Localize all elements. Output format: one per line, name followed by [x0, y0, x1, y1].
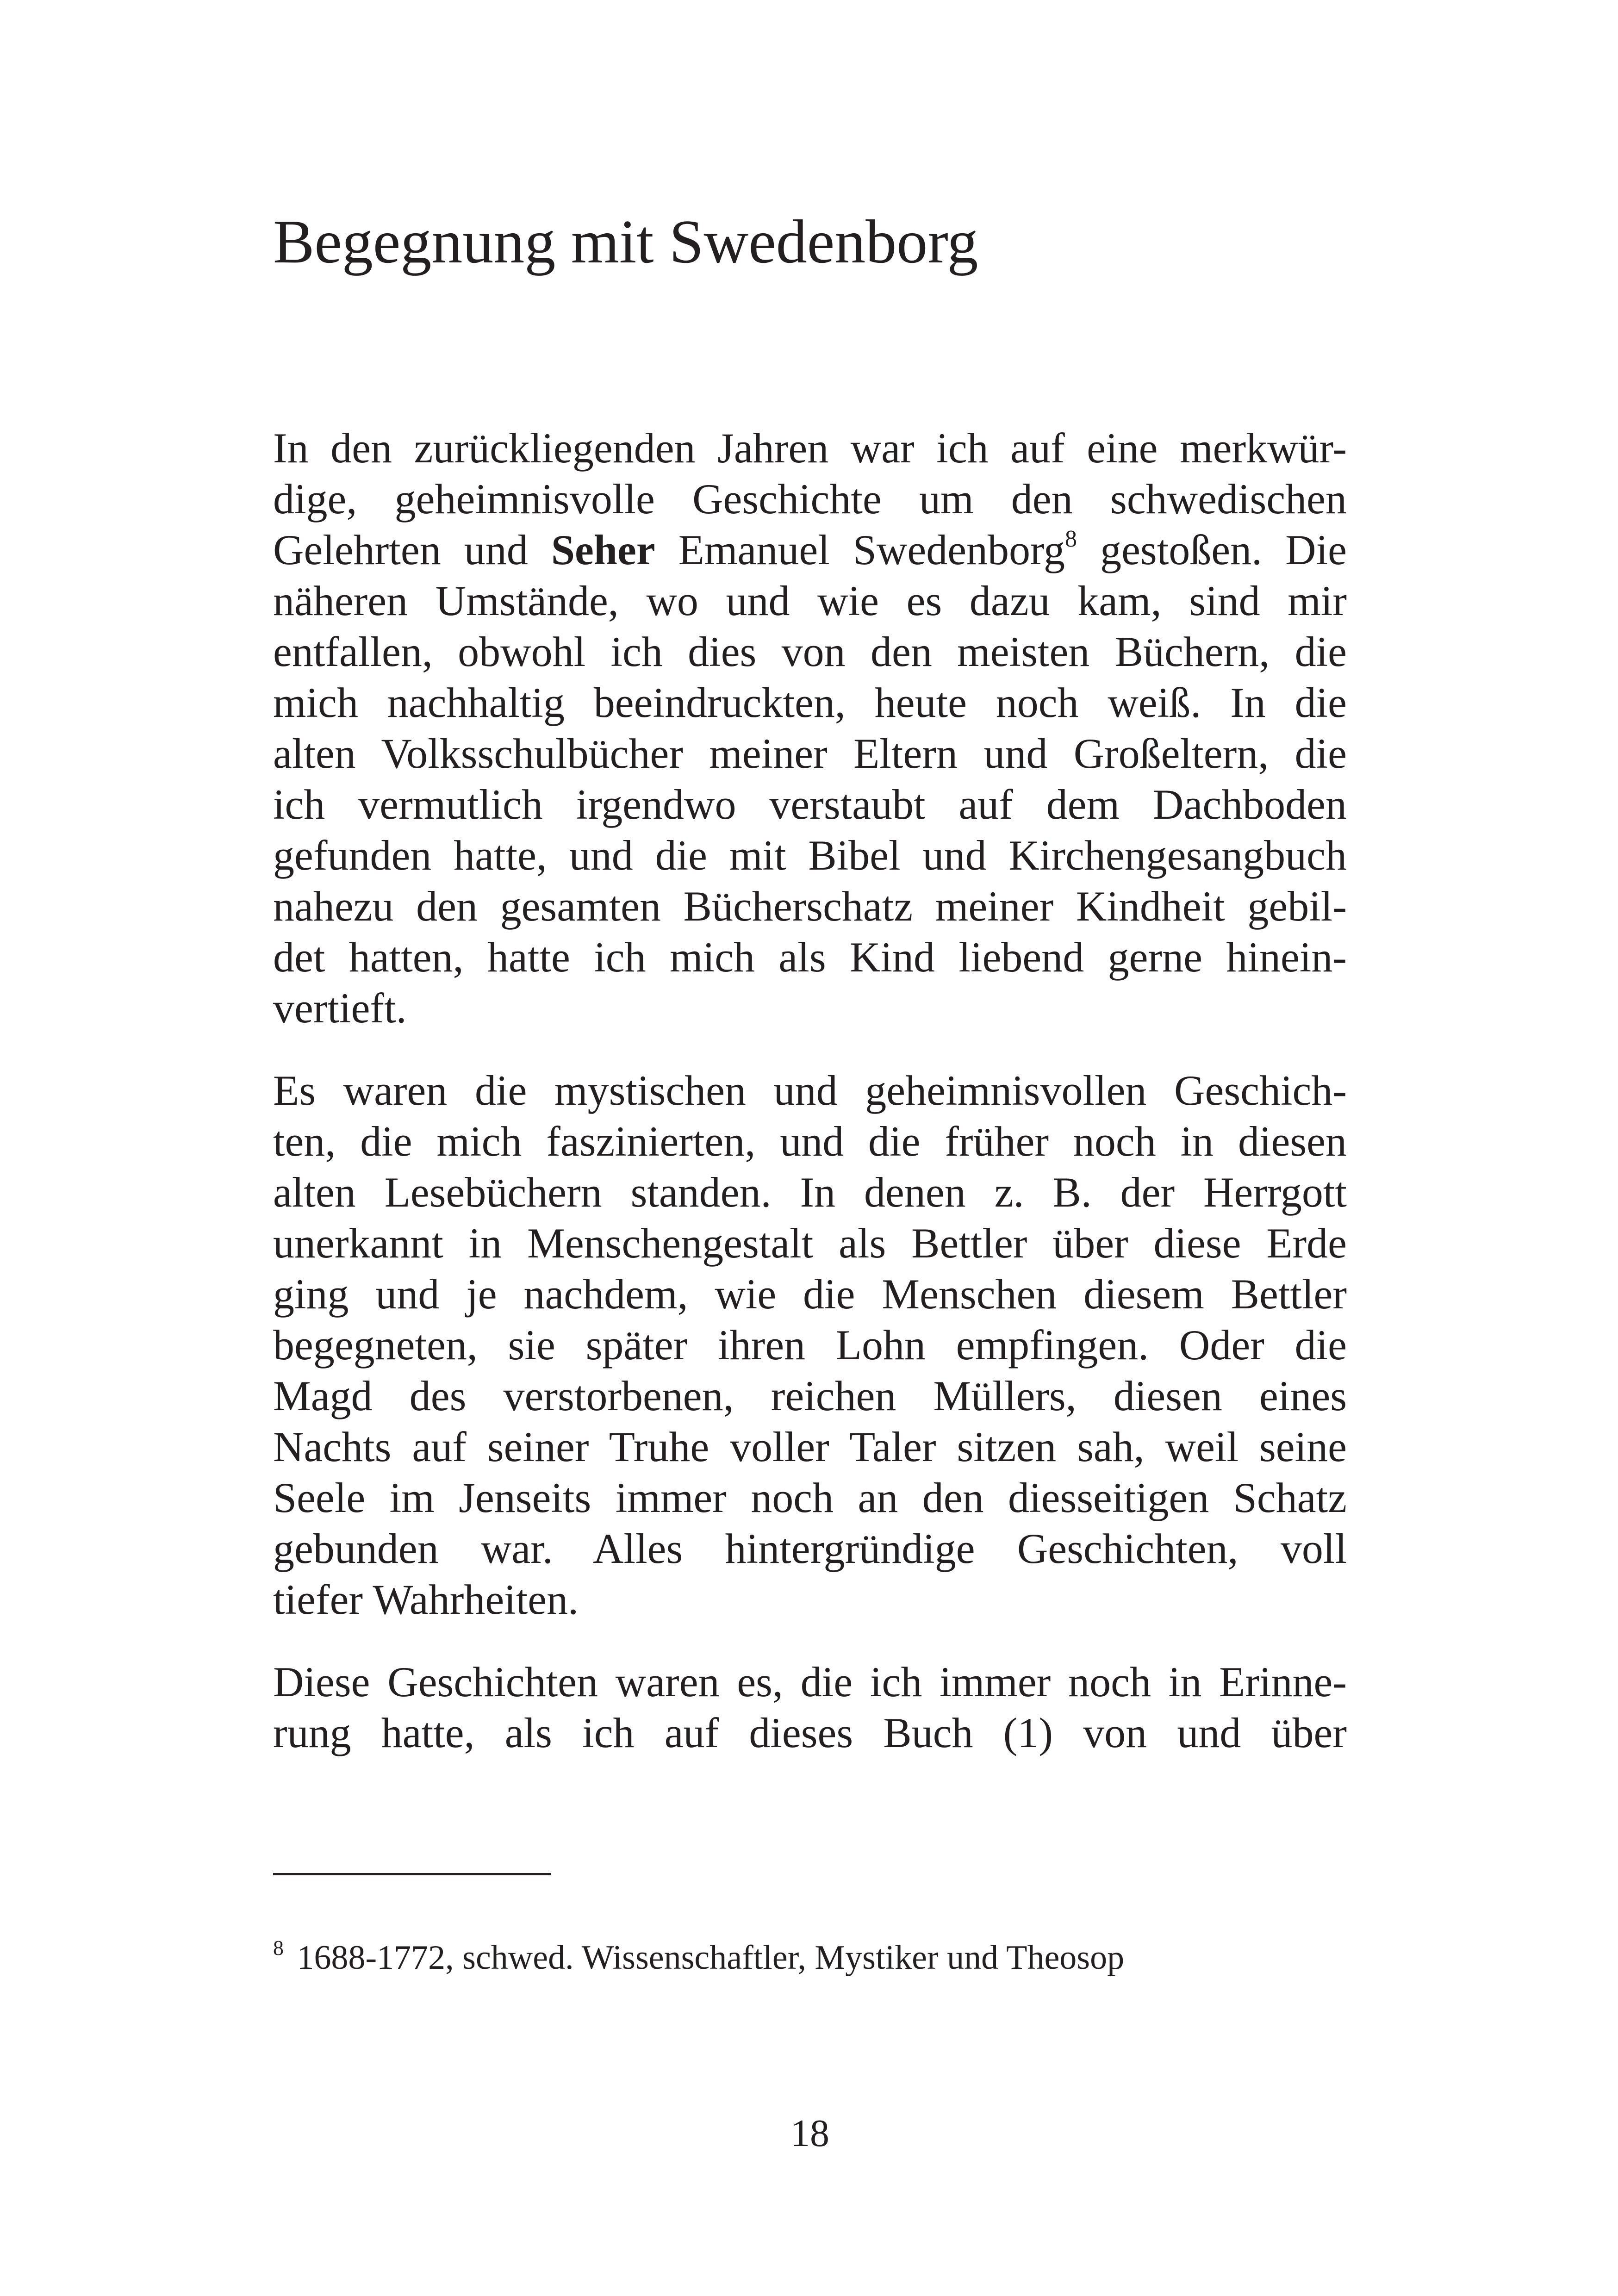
text-line: gebunden war. Alles hintergründige Geschichten, voll: [273, 1525, 1347, 1572]
footnote-separator: [273, 1873, 551, 1875]
text-line: alten Lesebüchern standen. In denen z. B. der Herrgott: [273, 1169, 1347, 1216]
paragraph: [273, 1656, 1347, 1758]
text-line: In den zurückliegenden Jahren war ich auf eine merkwür-: [273, 424, 1347, 472]
paragraph: [273, 423, 1347, 1033]
text-line: Magd des verstorbenen, reichen Müllers, diesen eines: [273, 1372, 1347, 1419]
text-line: Seele im Jenseits immer noch an den diesseitigen Schatz: [273, 1474, 1347, 1521]
text-line: Es waren die mystischen und geheimnisvollen Geschich-: [273, 1067, 1347, 1114]
text-line: tiefer Wahrheiten.: [273, 1576, 579, 1623]
text-line: ging und je nachdem, wie die Menschen diesem Bettler: [273, 1270, 1347, 1318]
text-segment: Gelehrten und: [273, 526, 551, 573]
text-line: mich nachhaltig beeindruckten, heute noch weiß. In die: [273, 679, 1347, 726]
text-line: rung hatte, als ich auf dieses Buch (1) von und über: [273, 1709, 1347, 1756]
footnote-marker: 8: [273, 1936, 284, 1960]
text-line: nahezu den gesamten Bücherschatz meiner Kindheit gebil-: [273, 883, 1347, 930]
footnote-reference: 8: [1065, 526, 1077, 552]
text-line: dige, geheimnisvolle Geschichte um den schwedischen: [273, 475, 1347, 523]
page-number: 18: [790, 2112, 829, 2155]
paragraph: [273, 1065, 1347, 1625]
paragraph-gap: [273, 1625, 1347, 1656]
footnote: [273, 1935, 1347, 1981]
text-line: vertieft.: [273, 984, 407, 1032]
emphasized-word: Seher: [551, 526, 655, 573]
text-line: Diese Geschichten waren es, die ich immer noch in Erinne-: [273, 1658, 1347, 1705]
body-text: [273, 423, 1347, 1758]
text-line: näheren Umstände, wo und wie es dazu kam, sind mir: [273, 577, 1347, 624]
text-line: ich vermutlich irgendwo verstaubt auf dem Dachboden: [273, 781, 1347, 828]
text-line: [273, 524, 1347, 575]
text-line: entfallen, obwohl ich dies von den meisten Büchern, die: [273, 628, 1347, 675]
chapter-title: Begegnung mit Swedenborg: [273, 207, 978, 276]
text-line: begegneten, sie später ihren Lohn empfingen. Oder die: [273, 1321, 1347, 1369]
paragraph-gap: [273, 1033, 1347, 1065]
text-line: Nachts auf seiner Truhe voller Taler sitzen sah, weil seine: [273, 1423, 1347, 1470]
text-line: ten, die mich faszinierten, und die früher noch in diesen: [273, 1118, 1347, 1165]
footnote-text: 1688-1772, schwed. Wissenschaftler, Mystiker und Theosop: [288, 1939, 1125, 1977]
text-line: alten Volksschulbücher meiner Eltern und Großeltern, die: [273, 730, 1347, 777]
text-line: unerkannt in Menschengestalt als Bettler über diese Erde: [273, 1220, 1347, 1267]
text-segment: gestoßen. Die: [1077, 526, 1347, 573]
text-segment: Emanuel Swedenborg: [655, 526, 1065, 573]
text-line: gefunden hatte, und die mit Bibel und Kirchengesangbuch: [273, 832, 1347, 879]
text-line: det hatten, hatte ich mich als Kind liebend gerne hinein-: [273, 933, 1347, 981]
